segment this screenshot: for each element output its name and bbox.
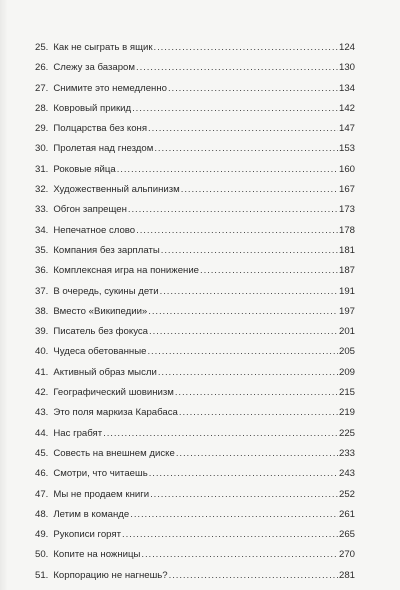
dot-leader <box>117 160 338 180</box>
toc-entry <box>35 545 355 565</box>
chapter-title: Пролетая над гнездом <box>53 143 154 155</box>
toc-entry <box>35 322 355 342</box>
chapter-number: 44. <box>35 427 49 439</box>
dot-leader <box>147 342 338 362</box>
page-number: 187 <box>338 265 355 277</box>
page-number: 209 <box>338 366 355 378</box>
chapter-number: 40. <box>35 346 49 358</box>
toc-entry <box>35 505 355 525</box>
toc-entry <box>35 403 355 423</box>
chapter-title: Вместо «Википедии» <box>53 305 148 317</box>
chapter-number: 34. <box>35 224 49 236</box>
dot-leader <box>168 79 338 99</box>
toc-entry <box>35 566 355 586</box>
page-number: 243 <box>338 468 355 480</box>
chapter-number: 38. <box>35 305 49 317</box>
chapter-title: Совесть на внешнем диске <box>53 447 175 459</box>
page-number: 130 <box>338 62 355 74</box>
chapter-number: 47. <box>35 488 49 500</box>
chapter-number: 51. <box>35 569 49 581</box>
chapter-number: 37. <box>35 285 49 297</box>
page-number: 281 <box>338 569 355 581</box>
dot-leader <box>128 200 338 220</box>
chapter-title: В очередь, сукины дети <box>53 285 159 297</box>
toc-entry <box>35 282 355 302</box>
dot-leader <box>136 58 338 78</box>
chapter-number: 42. <box>35 387 49 399</box>
chapter-title: Снимите это немедленно <box>53 82 167 94</box>
dot-leader <box>149 464 338 484</box>
dot-leader <box>154 139 338 159</box>
chapter-title: Корпорацию не нагнешь? <box>53 569 168 581</box>
dot-leader <box>169 566 338 586</box>
spine-shadow <box>0 0 8 590</box>
toc-entry <box>35 180 355 200</box>
dot-leader <box>149 322 338 342</box>
page-number: 142 <box>338 102 355 114</box>
dot-leader <box>122 525 338 545</box>
chapter-number: 45. <box>35 447 49 459</box>
chapter-number: 33. <box>35 204 49 216</box>
toc-entry <box>35 342 355 362</box>
chapter-number: 26. <box>35 62 49 74</box>
chapter-title: Писатель без фокуса <box>53 326 149 338</box>
toc-entry <box>35 58 355 78</box>
dot-leader <box>160 282 338 302</box>
toc-entry <box>35 383 355 403</box>
page-number: 197 <box>338 305 355 317</box>
chapter-number: 50. <box>35 549 49 561</box>
dot-leader <box>103 424 338 444</box>
page-number: 205 <box>338 346 355 358</box>
dot-leader <box>181 180 338 200</box>
dot-leader <box>148 302 338 322</box>
page-number: 215 <box>338 387 355 399</box>
dot-leader <box>148 119 338 139</box>
toc-entry <box>35 139 355 159</box>
toc-entry <box>35 79 355 99</box>
dot-leader <box>132 99 338 119</box>
chapter-number: 36. <box>35 265 49 277</box>
toc-entry <box>35 119 355 139</box>
chapter-number: 32. <box>35 184 49 196</box>
page-number: 124 <box>338 42 355 53</box>
chapter-title: Ковровый прикид <box>53 102 132 114</box>
chapter-title: Полцарства без коня <box>53 123 148 135</box>
chapter-title: Мы не продаем книги <box>53 488 150 500</box>
dot-leader <box>150 485 338 505</box>
page-number: 219 <box>338 407 355 419</box>
toc-entry <box>35 485 355 505</box>
dot-leader <box>200 261 338 281</box>
toc-entry <box>35 38 355 58</box>
toc-entry <box>35 241 355 261</box>
toc-entry <box>35 200 355 220</box>
chapter-title: Это поля маркиза Карабаса <box>53 407 178 419</box>
chapter-number: 29. <box>35 123 49 135</box>
chapter-title: Компания без зарплаты <box>53 244 160 256</box>
dot-leader <box>136 221 338 241</box>
page-number: 160 <box>338 163 355 175</box>
chapter-title: Чудеса обетованные <box>53 346 147 358</box>
toc-entry <box>35 424 355 444</box>
dot-leader <box>130 505 338 525</box>
chapter-number: 39. <box>35 326 49 338</box>
page-number: 233 <box>338 447 355 459</box>
chapter-title: Смотри, что читаешь <box>53 468 148 480</box>
chapter-number: 27. <box>35 82 49 94</box>
chapter-title: Обгон запрещен <box>53 204 127 216</box>
chapter-number: 28. <box>35 102 49 114</box>
toc-entry <box>35 525 355 545</box>
chapter-number: 46. <box>35 468 49 480</box>
chapter-number: 49. <box>35 529 49 541</box>
dot-leader <box>154 38 338 58</box>
page-number: 225 <box>338 427 355 439</box>
chapter-title: Активный образ мысли <box>53 366 157 378</box>
toc-entry <box>35 99 355 119</box>
page-number: 252 <box>338 488 355 500</box>
chapter-title: Художественный альпинизм <box>53 184 180 196</box>
chapter-number: 43. <box>35 407 49 419</box>
page-number: 201 <box>338 326 355 338</box>
toc-entry <box>35 302 355 322</box>
page-number: 153 <box>338 143 355 155</box>
chapter-title: Комплексная игра на понижение <box>53 265 200 277</box>
dot-leader <box>161 241 338 261</box>
toc-entry <box>35 464 355 484</box>
chapter-number: 25. <box>35 42 49 53</box>
chapter-title: Слежу за базаром <box>53 62 135 74</box>
chapter-title: Роковые яйца <box>53 163 116 175</box>
chapter-number: 48. <box>35 508 49 520</box>
dot-leader <box>176 444 338 464</box>
chapter-number: 31. <box>35 163 49 175</box>
toc-entry <box>35 261 355 281</box>
chapter-title: Как не сыграть в ящик <box>53 42 153 53</box>
page-number: 147 <box>338 123 355 135</box>
chapter-number: 35. <box>35 244 49 256</box>
toc-entry <box>35 221 355 241</box>
chapter-number: 41. <box>35 366 49 378</box>
chapter-title: Географический шовинизм <box>53 387 174 399</box>
toc-entry <box>35 160 355 180</box>
page-number: 191 <box>338 285 355 297</box>
dot-leader <box>179 403 338 423</box>
dot-leader <box>141 545 338 565</box>
table-of-contents <box>35 38 355 586</box>
chapter-title: Рукописи горят <box>53 529 121 541</box>
page-number: 178 <box>338 224 355 236</box>
page-number: 181 <box>338 244 355 256</box>
dot-leader <box>158 363 338 383</box>
page-number: 173 <box>338 204 355 216</box>
dot-leader <box>175 383 338 403</box>
toc-entry <box>35 444 355 464</box>
page-number: 134 <box>338 82 355 94</box>
chapter-title: Летим в команде <box>53 508 130 520</box>
page-number: 265 <box>338 529 355 541</box>
chapter-title: Нас грабят <box>53 427 103 439</box>
page-number: 167 <box>338 184 355 196</box>
chapter-number: 30. <box>35 143 49 155</box>
chapter-title: Непечатное слово <box>53 224 136 236</box>
page-number: 270 <box>338 549 355 561</box>
page-number: 261 <box>338 508 355 520</box>
toc-entry <box>35 363 355 383</box>
chapter-title: Копите на ножницы <box>53 549 141 561</box>
